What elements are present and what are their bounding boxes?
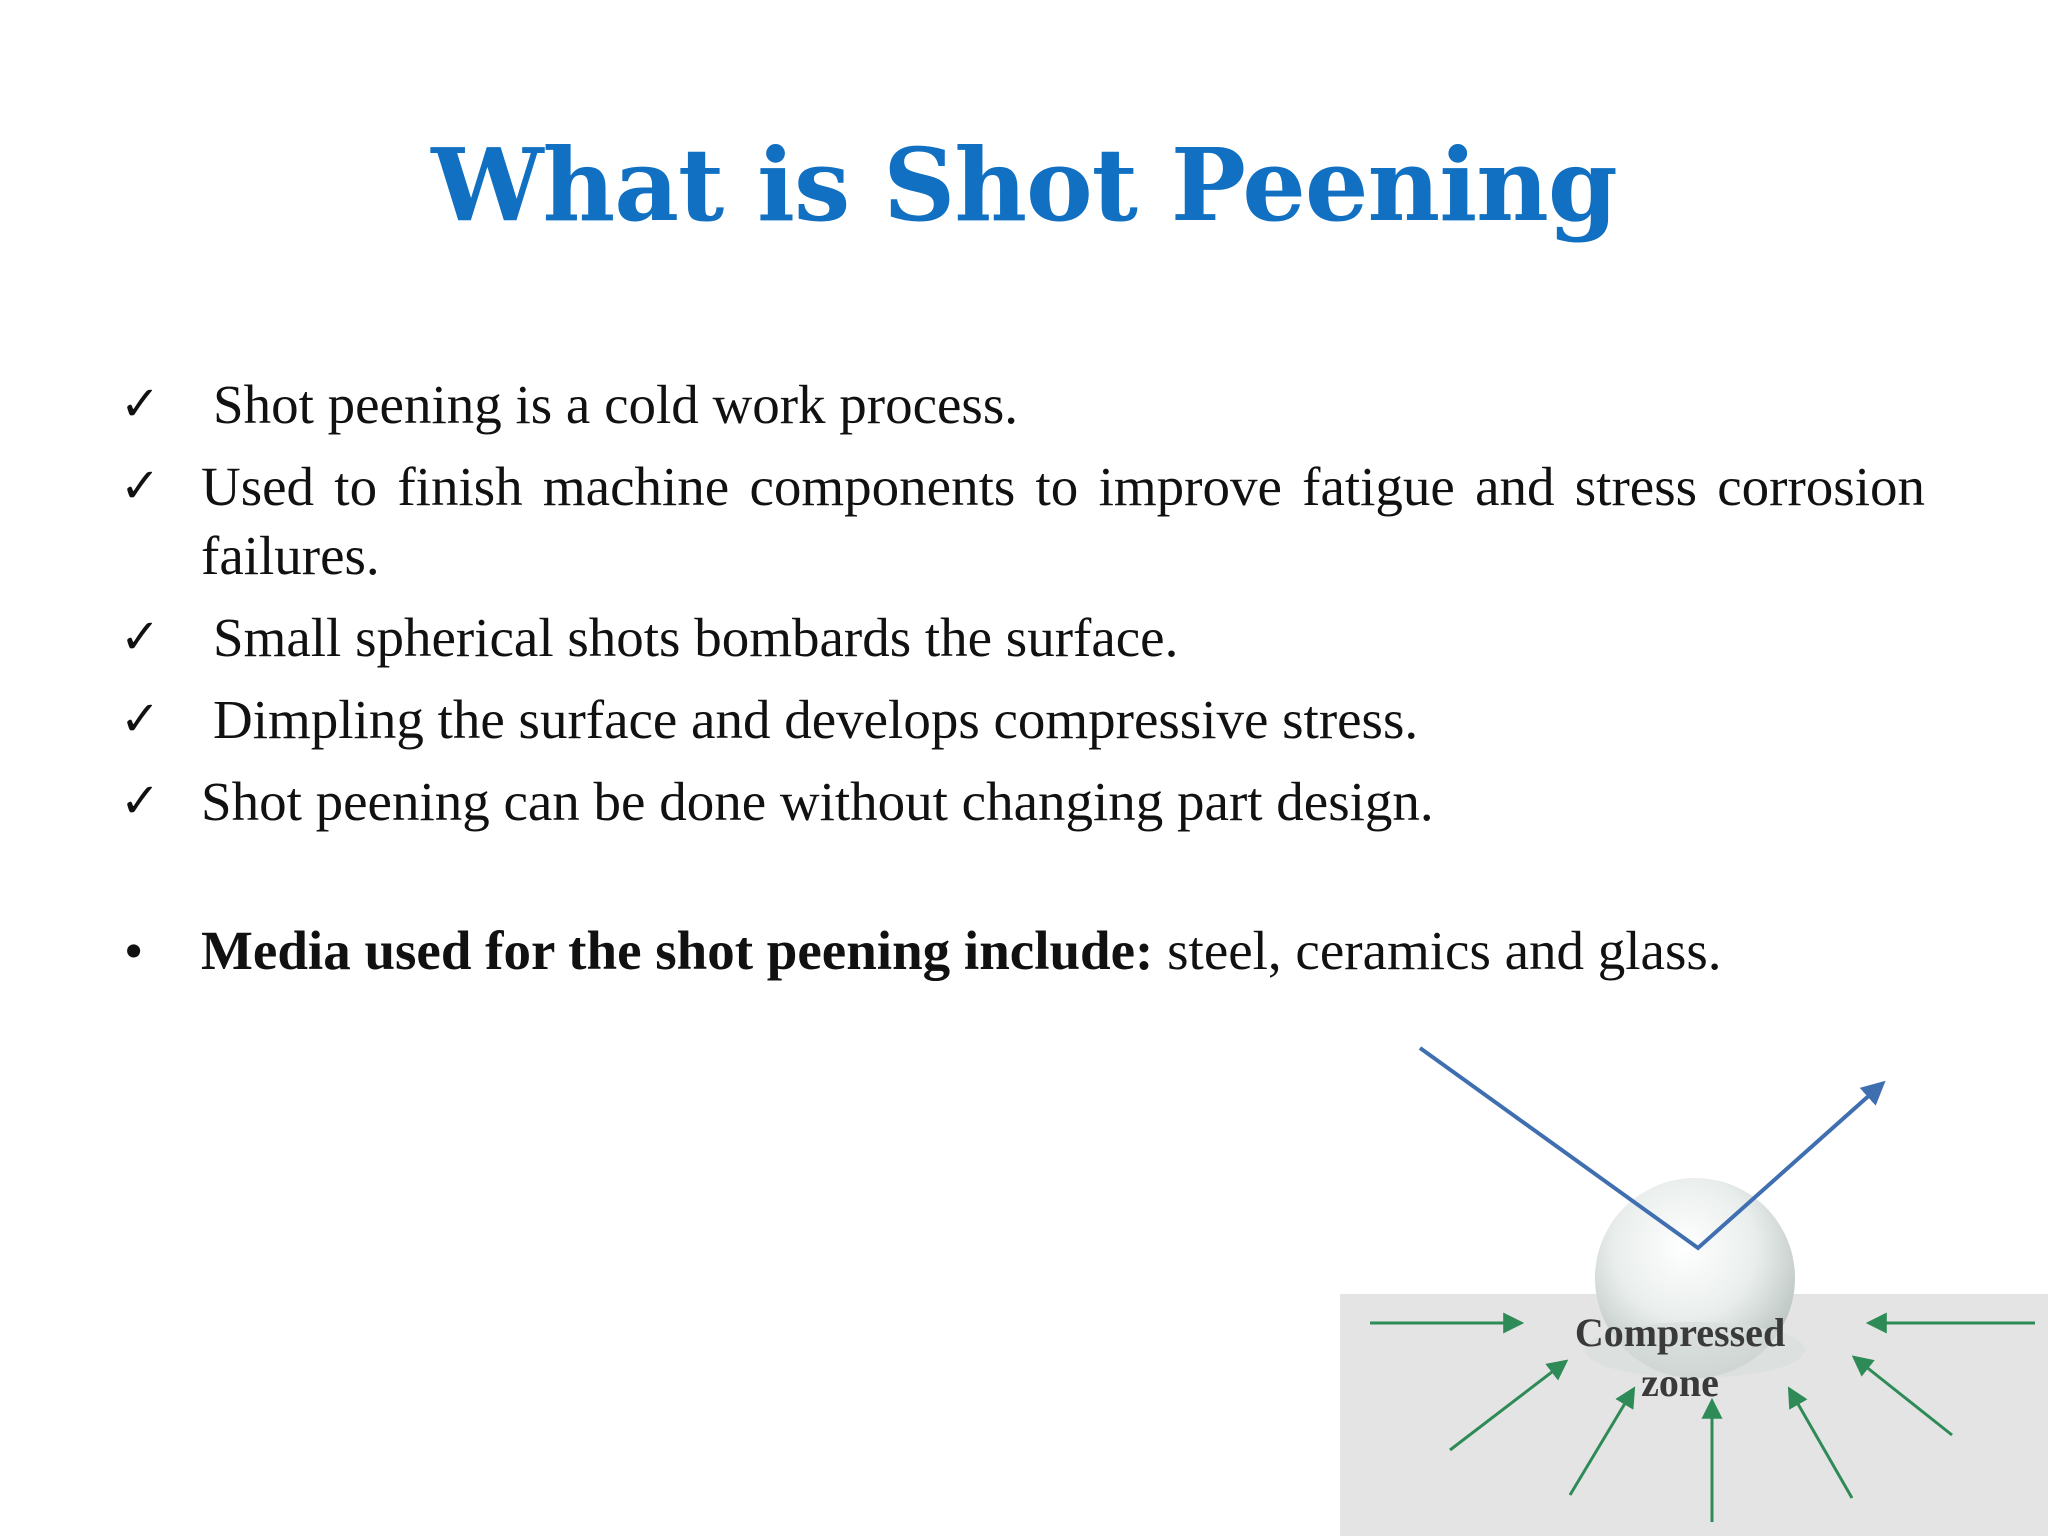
checkmark-icon: ✓ <box>120 691 161 747</box>
checkmark-icon: ✓ <box>120 376 161 432</box>
media-text <box>201 920 1722 981</box>
list-item-text: Dimpling the surface and develops compressive stress. <box>213 689 1419 750</box>
checkmark-icon: ✓ <box>120 458 161 514</box>
checkmark-icon: ✓ <box>120 773 161 829</box>
list-item <box>120 767 1925 836</box>
media-label: Media used for the shot peening include: <box>201 920 1154 981</box>
checkmark-icon: ✓ <box>120 609 161 665</box>
list-item-text: Used to finish machine components to improve fatigue and stress corrosion failures. <box>201 456 1925 586</box>
shot-peening-diagram <box>1340 1040 2048 1536</box>
diagram-label-compressed: Compressed <box>1574 1310 1786 1355</box>
bullet-dot-icon: • <box>124 920 144 981</box>
diagram-label-zone: zone <box>1641 1360 1719 1405</box>
media-values: steel, ceramics and glass. <box>1153 920 1722 981</box>
media-bullet <box>120 916 1925 985</box>
slide-title: What is Shot Peening <box>431 126 1617 244</box>
bullet-list <box>120 370 1925 985</box>
list-item <box>120 370 1925 439</box>
diagram-graphic <box>1340 1040 2048 1536</box>
list-item <box>120 603 1925 672</box>
list-item <box>120 452 1925 590</box>
list-item <box>120 685 1925 754</box>
list-item-text: Shot peening is a cold work process. <box>213 374 1018 435</box>
list-item-text: Small spherical shots bombards the surface. <box>213 607 1179 668</box>
list-item-text: Shot peening can be done without changing part design. <box>201 771 1434 832</box>
